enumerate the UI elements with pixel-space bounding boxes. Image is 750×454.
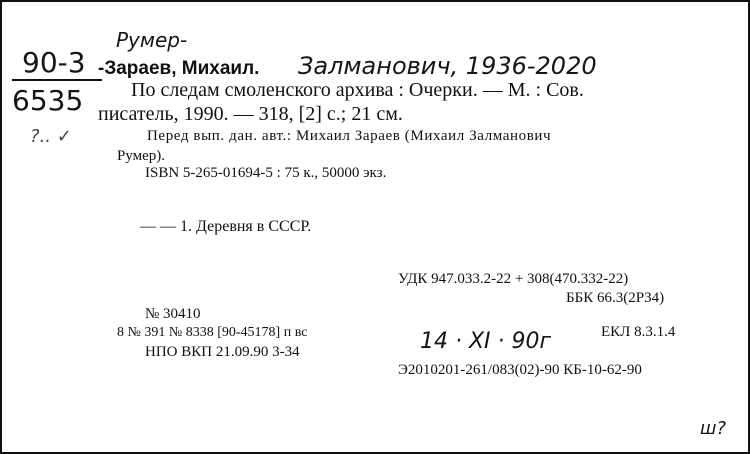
- handwritten-shelf-top: 90-3: [22, 46, 86, 79]
- heading-prefix: -: [98, 58, 105, 79]
- handwritten-patronymic-years: Залманович, 1936-2020: [298, 52, 597, 80]
- handwritten-margin-mark: ?.. ✓: [30, 126, 72, 147]
- card-border-left: [0, 0, 2, 454]
- order-line: 8 № 391 № 8338 [90-45178] п вс: [117, 325, 308, 340]
- handwritten-date-note: 14 · XI · 90г: [420, 329, 552, 354]
- subject-heading: — — 1. Деревня в СССР.: [140, 218, 312, 235]
- shelf-divider-line: [12, 79, 102, 81]
- isbn-line: ISBN 5-265-01694-5 : 75 к., 50000 экз.: [145, 165, 387, 181]
- publication-line: писатель, 1990. — 318, [2] с.; 21 см.: [98, 103, 403, 125]
- bbk-code: ББК 66.3(2Р34): [566, 290, 665, 306]
- ekl-code: ЕКЛ 8.3.1.4: [601, 324, 676, 340]
- handwritten-corner-mark: ш?: [700, 418, 727, 439]
- author-name: Зараев, Михаил.: [104, 58, 260, 79]
- note-line-1: Перед вып. дан. авт.: Михаил Зараев (Михаил Залманович: [147, 128, 552, 144]
- npo-line: НПО ВКП 21.09.90 3-34: [145, 344, 300, 360]
- record-number: № 30410: [145, 306, 201, 322]
- note-line-2: Румер).: [117, 148, 166, 164]
- catalog-code: Э2010201-261/083(02)-90 КБ-10-62-90: [398, 362, 642, 378]
- udk-code: УДК 947.033.2-22 + 308(470.332-22): [398, 271, 629, 287]
- handwritten-shelf-bottom: 6535: [12, 84, 84, 117]
- card-border-top: [0, 0, 750, 2]
- handwritten-surname: Румер-: [116, 28, 188, 52]
- title-line: По следам смоленского архива : Очерки. — М. : Сов.: [131, 79, 584, 101]
- author-heading: [98, 58, 259, 80]
